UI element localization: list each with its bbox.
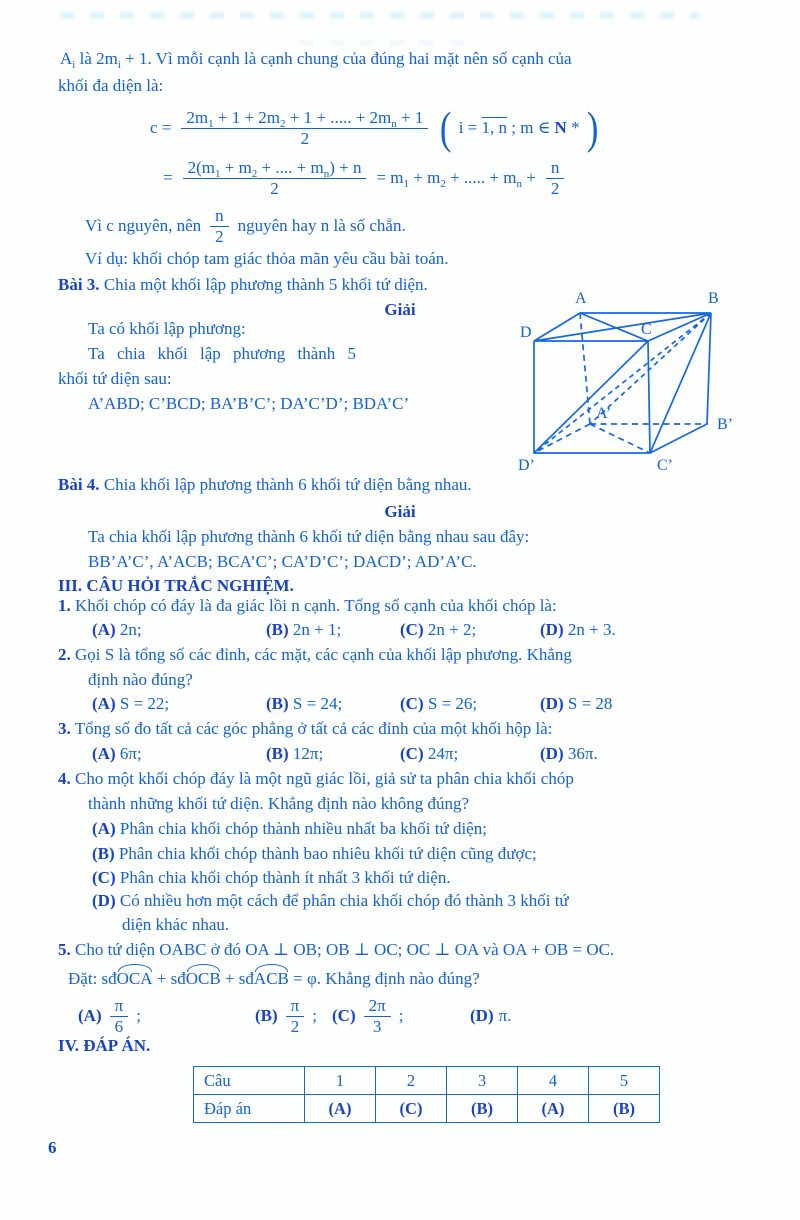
vertex-label-D2: D’ xyxy=(518,457,535,474)
question-1-options xyxy=(0,620,800,642)
table-answer-row: Đáp án (A) (C) (B) (A) (B) xyxy=(194,1095,660,1123)
option-d: (D) S = 28 xyxy=(540,694,613,713)
bai3-sol-line1: Ta có khối lập phương: xyxy=(88,319,246,338)
vertex-label-D: D xyxy=(520,324,532,341)
question-2-options xyxy=(0,694,800,716)
option-b: (B) $\frac{\pi}{2}$ ; xyxy=(255,996,317,1036)
option-c: (C) 2n + 2; xyxy=(400,620,477,639)
formula-line2 xyxy=(163,152,567,204)
vertex-label-C: C xyxy=(641,321,652,338)
option-d: (D) π. xyxy=(470,1006,512,1025)
question-4-option-b: (B) Phân chia khối chóp thành bao nhiêu khối tứ diện cũng được; xyxy=(92,844,537,863)
option-c: (C) S = 26; xyxy=(400,694,478,713)
bai4-label: Bài 4. xyxy=(58,475,100,494)
answer-table xyxy=(193,1066,660,1123)
option-d: (D) 36π. xyxy=(540,744,598,763)
bai3-sol-line2: Ta chia khối lập phương thành 5 xyxy=(88,344,357,363)
inline-fraction: $\frac{n}{2}$ xyxy=(210,206,229,245)
question-4-line2: thành những khối tứ diện. Khẳng định nào không đúng? xyxy=(88,794,470,813)
bai4-sol-line2: BB’A’C’, A’ACB; BCA’C’; CA’D’C’; DACD’; AD’A’C. xyxy=(88,552,477,571)
formula-rhs: = $m_1 + m_2$ + ..... + $m_n$ + xyxy=(376,168,536,190)
question-4-option-d: (D) Có nhiều hơn một cách để phân chia khối chóp đó thành 3 khối tứ xyxy=(92,891,569,910)
option-c: (C) 24π; xyxy=(400,744,459,763)
giai-heading-1: Giải xyxy=(384,300,416,319)
option-c: (C) $\frac{2\pi}{3}$ ; xyxy=(332,996,404,1036)
vertex-label-B: B xyxy=(708,290,719,307)
question-4-option-c: (C) Phân chia khối chóp thành ít nhất 3 khối tứ diện. xyxy=(92,868,451,887)
question-5-dat-line: Đặt: sđOCA + sđOCB + sđACB = φ. Khẳng định nào đúng? xyxy=(68,969,480,988)
question-4-option-d-line2: diện khác nhau. xyxy=(122,915,230,934)
scan-artifact xyxy=(300,40,480,45)
question-4-line1: 4. Cho một khối chóp đáy là một ngũ giác lồi, giả sử ta phân chia khối chóp xyxy=(58,769,574,788)
formula-fraction2: $\frac{2(m_1 + m_2 + .... + m_n) + n}{2}$ xyxy=(183,158,367,197)
cube-dashed-diagonals xyxy=(534,313,711,453)
equals-sign: = xyxy=(163,168,173,187)
option-b: (B) 2n + 1; xyxy=(266,620,342,639)
question-4-option-a: (A) Phân chia khối chóp thành nhiều nhất ba khối tứ diện; xyxy=(92,819,487,838)
section4-title: IV. ĐÁP ÁN. xyxy=(58,1036,151,1055)
section3-title: III. CÂU HỎI TRẮC NGHIỆM. xyxy=(58,576,294,595)
giai-heading-2: Giải xyxy=(384,502,416,521)
bai3-label: Bài 3. xyxy=(58,275,100,294)
question-5-line1: 5. Cho tứ diện OABC ở đó OA ⊥ OB; OB ⊥ OC; OC ⊥ OA và OA + OB = OC. xyxy=(58,940,615,959)
vi-du-line: Ví dụ: khối chóp tam giác thỏa mãn yêu cầu bài toán. xyxy=(85,249,449,268)
vertex-label-B2: B’ xyxy=(717,416,733,433)
question-3: 3. Tổng số đo tất cả các góc phẳng ở tất cả các đỉnh của một khối hộp là: xyxy=(58,719,553,738)
question-2-line1: 2. Gọi S là tổng số các đỉnh, các mặt, các cạnh của khối lập phương. Khẳng xyxy=(58,645,572,664)
option-a: (A) 6π; xyxy=(92,744,142,763)
option-b: (B) 12π; xyxy=(266,744,324,763)
bai4-heading: Bài 4. Chia khối lập phương thành 6 khối tứ diện bằng nhau. xyxy=(58,475,472,494)
bai3-sol-line4: A’ABD; C’BCD; BA’B’C’; DA’C’D’; BDA’C’ xyxy=(88,394,410,413)
close-paren: ) xyxy=(586,102,598,154)
option-b: (B) S = 24; xyxy=(266,694,343,713)
paragraph-vi-c: Vì c nguyên, nên $\frac{n}{2}$ nguyên hay n là số chẵn. xyxy=(85,206,406,246)
formula-condition: i = 1, n ; m ∈ N * xyxy=(458,118,580,137)
option-a: (A) 2n; xyxy=(92,620,142,639)
scan-artifact xyxy=(60,12,700,19)
question-1: 1. Khối chóp có đáy là đa giác lồi n cạnh. Tổng số cạnh của khối chóp là: xyxy=(58,596,557,615)
intro-line1: $A_i$ là $2m_i + 1$. Vì mỗi cạnh là cạnh chung của đúng hai mặt nên số cạnh của xyxy=(60,49,572,71)
bai3-sol-line3: khối tứ diện sau: xyxy=(58,369,172,388)
vertex-label-A: A xyxy=(575,290,587,307)
vertex-label-C2: C’ xyxy=(657,457,673,474)
option-a: (A) S = 22; xyxy=(92,694,170,713)
open-paren: ( xyxy=(440,102,452,154)
header-cau: Câu xyxy=(194,1067,305,1095)
formula-lhs: c = xyxy=(150,118,172,137)
formula-fraction1: $\frac{2m_1 + 1 + 2m_2 + 1 + ..... + 2m_n + 1}{2}$ xyxy=(181,108,428,147)
header-dap-an: Đáp án xyxy=(194,1095,305,1123)
formula-line1 xyxy=(150,102,600,154)
question-2-line2: định nào đúng? xyxy=(88,670,193,689)
table-header-row: Câu 1 2 3 4 5 xyxy=(194,1067,660,1095)
page-number: 6 xyxy=(48,1138,57,1157)
cube-diagram xyxy=(508,286,748,481)
intro-line2: khối đa diện là: xyxy=(58,76,164,95)
bai3-heading: Bài 3. Chia một khối lập phương thành 5 khối tứ diện. xyxy=(58,275,428,294)
question-5-options xyxy=(0,993,800,1039)
option-a: (A) $\frac{\pi}{6}$ ; xyxy=(78,996,141,1036)
formula-fraction3: $\frac{n}{2}$ xyxy=(546,158,565,197)
option-d: (D) 2n + 3. xyxy=(540,620,616,639)
bai4-sol-line1: Ta chia khối lập phương thành 6 khối tứ diện bằng nhau sau đây: xyxy=(88,527,530,546)
vertex-label-A2: A’ xyxy=(596,405,612,422)
question-3-options xyxy=(0,744,800,766)
